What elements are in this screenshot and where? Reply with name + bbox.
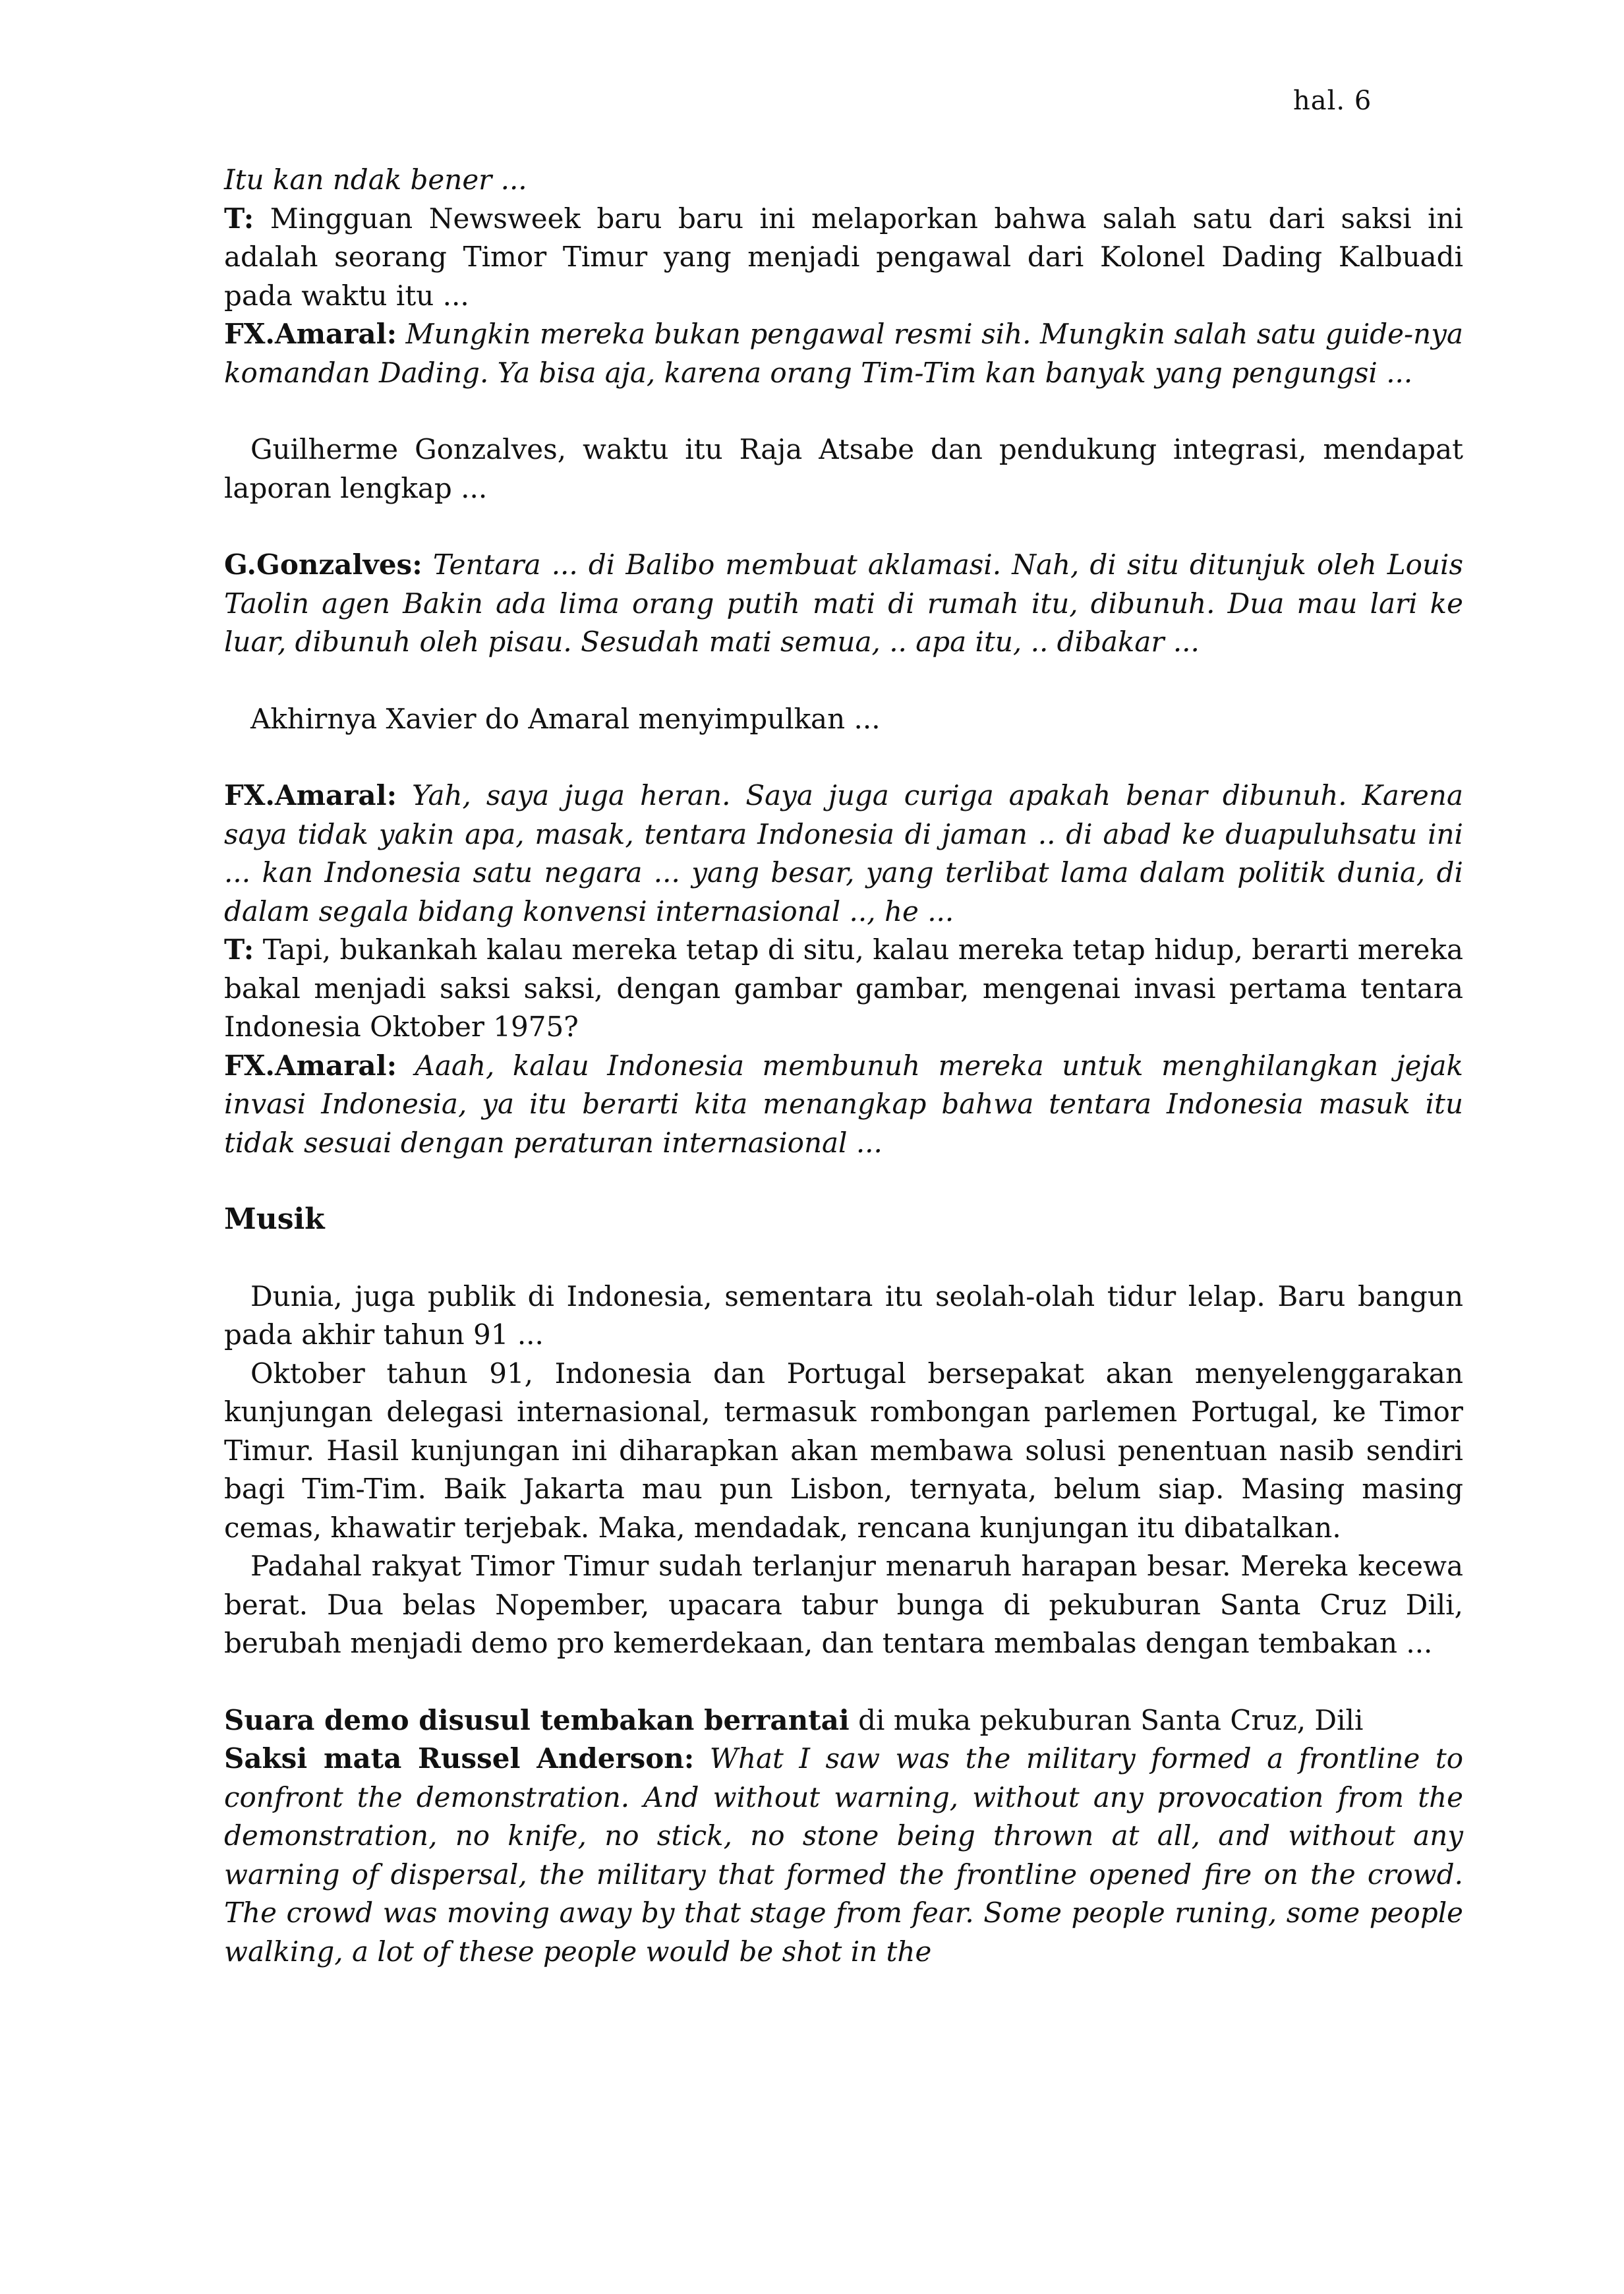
spacer <box>224 738 1463 777</box>
answer-text: Tentara ... di Balibo membuat aklamasi. Nah, di situ ditunjuk oleh Louis Taolin agen Bakin ada lima orang putih mati di rumah itu, dibunuh. Dua mau lari ke luar, dibunuh oleh pisau. Sesudah mati semua, .. apa itu, .. dibakar ... <box>224 548 1463 658</box>
answer-text: Mungkin mereka bukan pengawal resmi sih. Mungkin salah satu guide-nya komandan Dading. Ya bisa aja, karena orang Tim-Tim kan banyak yang pengungsi ... <box>224 318 1463 389</box>
witness-line <box>224 1740 1463 1971</box>
interview-line-fx <box>224 1047 1463 1163</box>
witness-text: What I saw was the military formed a frontline to confront the demonstration. And without warning, without any provocation from the demonstration, no knife, no stick, no stone being thrown at all, and without any warning of dispersal, the military that formed the frontline opened fire on the crowd. The crowd was moving away by that stage from fear. Some people runing, some people walking, a lot of these people would be shot in the <box>224 1742 1463 1968</box>
speaker-label: FX.Amaral: <box>224 318 397 350</box>
question-text: Mingguan Newsweek baru baru ini melaporkan bahwa salah satu dari saksi ini adalah seorang Timor Timur yang menjadi pengawal dari Kolonel Dading Kalbuadi pada waktu itu ... <box>224 202 1463 312</box>
sound-cue-line <box>224 1701 1463 1740</box>
narration-paragraph: Padahal rakyat Timor Timur sudah terlanjur menaruh harapan besar. Mereka kecewa berat. Dua belas Nopember, upacara tabur bunga di pekuburan Santa Cruz Dili, berubah menjadi demo pro kemerdekaan, dan tentara membalas dengan tembakan ... <box>224 1550 1463 1659</box>
interview-line-t <box>224 200 1463 316</box>
interview-line-t <box>224 931 1463 1047</box>
section-heading: Musik <box>224 1202 325 1236</box>
italic-line <box>224 161 1463 200</box>
interview-line-fx <box>224 777 1463 931</box>
interview-line-gonzalves <box>224 546 1463 662</box>
narration-paragraph: Guilherme Gonzalves, waktu itu Raja Atsabe dan pendukung integrasi, mendapat laporan lengkap ... <box>224 433 1463 504</box>
narration-paragraph: Oktober tahun 91, Indonesia dan Portugal bersepakat akan menyelenggarakan kunjungan delegasi internasional, termasuk rombongan parlemen Portugal, ke Timor Timur. Hasil kunjungan ini diharapkan akan membawa solusi penentuan nasib sendiri bagi Tim-Tim. Baik Jakarta mau pun Lisbon, ternyata, belum siap. Masing masing cemas, khawatir terjebak. Maka, mendadak, rencana kunjungan itu dibatalkan. <box>224 1357 1463 1544</box>
sound-cue-text: di muka pekuburan Santa Cruz, Dili <box>858 1703 1364 1736</box>
spacer <box>224 1239 1463 1278</box>
sound-cue-label: Suara demo disusul tembakan berrantai <box>224 1703 850 1736</box>
quote-text: Itu kan ndak bener ... <box>224 163 527 196</box>
speaker-label: G.Gonzalves: <box>224 548 422 581</box>
speaker-label: T: <box>224 202 254 235</box>
answer-text: Yah, saya juga heran. Saya juga curiga apakah benar dibunuh. Karena saya tidak yakin apa, masak, tentara Indonesia di jaman .. di abad ke duapuluhsatu ini ... kan Indonesia satu negara ... yang besar, yang terlibat lama dalam politik dunia, di dalam segala bidang konvensi internasional .., he ... <box>224 779 1463 927</box>
interview-line-fx <box>224 315 1463 392</box>
document-body <box>224 161 1463 1971</box>
spacer <box>224 508 1463 546</box>
answer-text: Aaah, kalau Indonesia membunuh mereka untuk menghilangkan jejak invasi Indonesia, ya itu berarti kita menangkap bahwa tentara Indonesia masuk itu tidak sesuai dengan peraturan internasional ... <box>224 1049 1463 1159</box>
page-number: hal. 6 <box>1293 86 1372 116</box>
speaker-label: FX.Amaral: <box>224 779 397 811</box>
speaker-label: Saksi mata Russel Anderson: <box>224 1742 695 1775</box>
spacer <box>224 1663 1463 1701</box>
narration-paragraph: Dunia, juga publik di Indonesia, sementara itu seolah-olah tidur lelap. Baru bangun pada akhir tahun 91 ... <box>224 1279 1463 1351</box>
speaker-label: FX.Amaral: <box>224 1049 397 1082</box>
narration-paragraph: Akhirnya Xavier do Amaral menyimpulkan ... <box>250 702 881 735</box>
spacer <box>224 392 1463 430</box>
question-text: Tapi, bukankah kalau mereka tetap di situ, kalau mereka tetap hidup, berarti mereka bakal menjadi saksi saksi, dengan gambar gambar, mengenai invasi pertama tentara Indonesia Oktober 1975? <box>224 933 1463 1043</box>
spacer <box>224 1162 1463 1200</box>
speaker-label: T: <box>224 933 254 966</box>
spacer <box>224 662 1463 700</box>
